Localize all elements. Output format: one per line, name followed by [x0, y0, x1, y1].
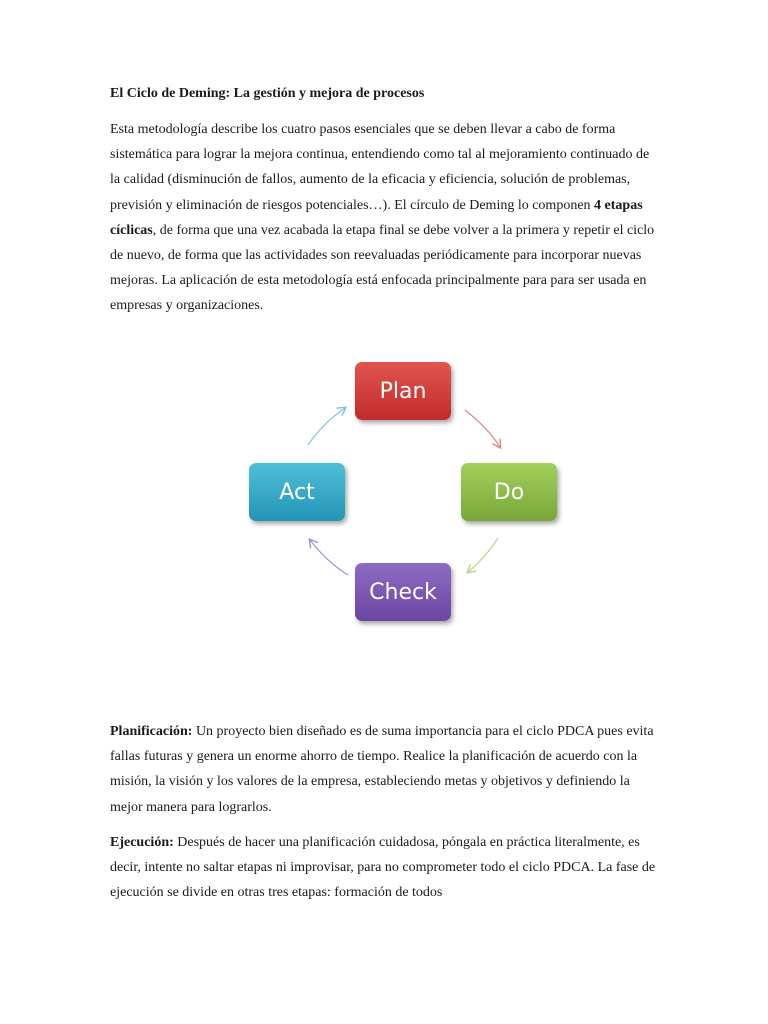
check-node: Check [355, 563, 451, 621]
pdca-cycle-diagram [230, 350, 570, 640]
intro-text-2: , de forma que una vez acabada la etapa final se debe volver a la primera y repetir el ciclo de nuevo, de forma que las actividades son reevaluadas periódicamente para incorporar nuevas mejoras. La aplicación de esta metodología está enfocada principalmente para para ser usada en empresas y organizaciones. [110, 222, 655, 314]
planning-text: Un proyecto bien diseñado es de suma importancia para el ciclo PDCA pues evita fallas futuras y genera un enorme ahorro de tiempo. Realice la planificación de acuerdo con la misión, la visión y los valores de la empresa, estableciendo metas y objetivos y definiendo la mejor manera para lograrlos. [110, 724, 654, 815]
planning-paragraph [110, 719, 658, 820]
arrow-plan-to-do [465, 410, 500, 447]
planning-heading: Planificación: [110, 724, 193, 739]
intro-bold-text: 4 etapas cíclicas [110, 197, 643, 238]
arrow-do-to-check [468, 538, 498, 572]
act-node: Act [249, 463, 345, 521]
document-title: El Ciclo de Deming: La gestión y mejora de procesos [110, 86, 425, 101]
arrow-check-to-act [310, 540, 348, 575]
do-node: Do [461, 463, 557, 521]
plan-node: Plan [355, 362, 451, 420]
execution-text: Después de hacer una planificación cuidadosa, póngala en práctica literalmente, es decir, intente no saltar etapas ni improvisar, para no comprometer todo el ciclo PDCA. La fase de ejecución se divide en otras tres etapas: formación de todos [110, 835, 656, 901]
intro-paragraph [110, 117, 658, 319]
execution-heading: Ejecución: [110, 835, 174, 850]
arrow-act-to-plan [308, 408, 345, 445]
intro-text-1: Esta metodología describe los cuatro pasos esenciales que se deben llevar a cabo de forma sistemática para lograr la mejora continua, entendiendo como tal al mejoramiento continuado de la calidad (disminución de fallos, aumento de la eficacia y eficiencia, solución de problemas, previsión y eliminación de riesgos potenciales…). El círculo de Deming lo componen [110, 122, 650, 213]
execution-paragraph [110, 830, 658, 906]
